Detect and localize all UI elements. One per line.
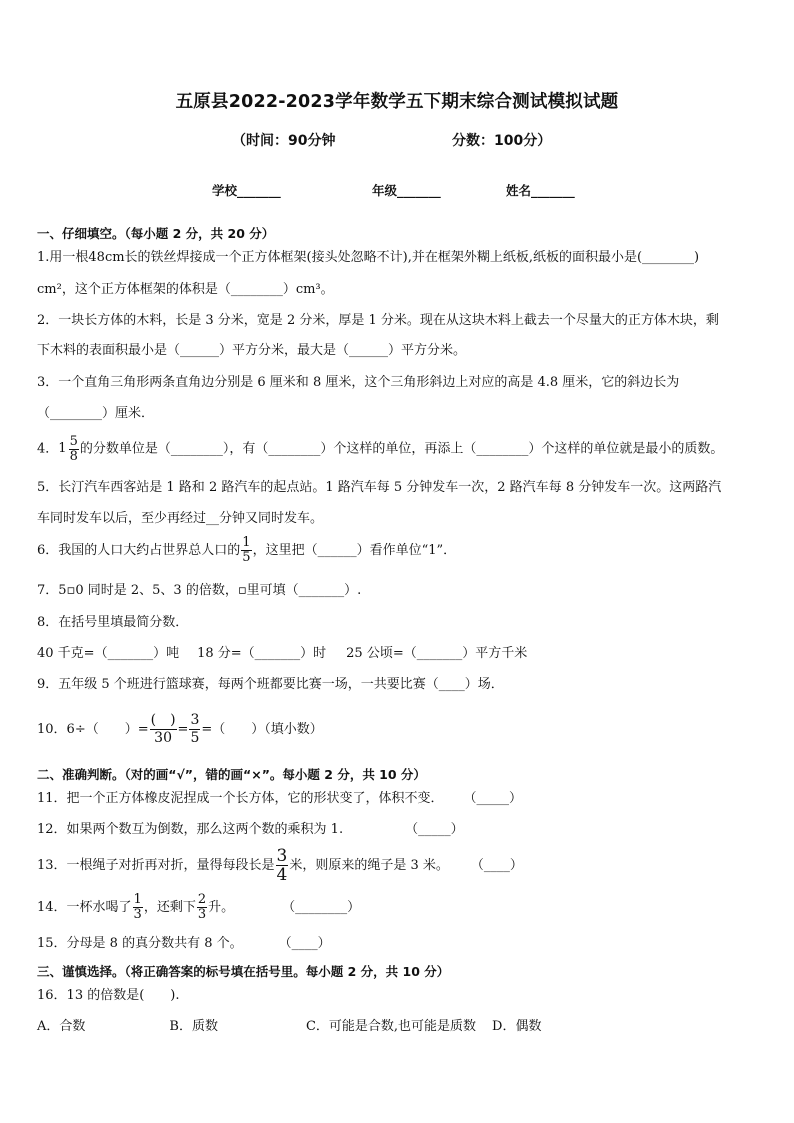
fraction-denominator: 4 xyxy=(276,865,288,885)
question-10 xyxy=(37,710,323,750)
fraction-numerator: 3 xyxy=(276,846,288,866)
question-13-text: 13．一根绳子对折再对折，量得每段长是 xyxy=(37,858,275,873)
question-1-line1: 1.用一根48cm长的铁丝焊接成一个正方体框架(接头处忽略不计),并在框架外糊上纸板,纸板的面积最小是(________) xyxy=(37,250,700,265)
question-10-text: 10．6÷（ ）= xyxy=(37,722,149,737)
question-6 xyxy=(37,534,456,568)
fraction-denominator: 3 xyxy=(197,907,207,922)
fraction xyxy=(276,847,289,884)
fraction xyxy=(69,435,79,464)
question-5-line2: 车同时发车以后，至少再经过__分钟又同时发车。 xyxy=(37,511,324,526)
question-3-line2: （________）厘米． xyxy=(37,406,155,421)
option-c: C．可能是合数,也可能是质数 xyxy=(305,1019,477,1034)
option-b: B．质数 xyxy=(169,1019,218,1034)
option-a: A．合数 xyxy=(37,1019,86,1034)
fraction-denominator: 30 xyxy=(154,730,172,746)
question-10-text-rest: =（ ）（填小数） xyxy=(201,722,323,737)
question-14 xyxy=(37,891,360,925)
question-14-text-mid: ，还剩下 xyxy=(143,900,196,915)
fraction xyxy=(150,712,177,747)
name-field: 姓名_______ xyxy=(506,183,575,198)
question-4 xyxy=(37,434,723,465)
answer-blank: （____） xyxy=(470,858,523,873)
mixed-whole: 1 xyxy=(58,441,67,456)
question-15 xyxy=(37,936,331,952)
question-12 xyxy=(37,822,464,838)
fraction xyxy=(197,893,207,922)
section2-heading: 二、准确判断。（对的画“√”，错的画“×”。每小题 2 分，共 10 分） xyxy=(37,767,426,782)
question-2-line1: 2．一块长方体的木料，长是 3 分米，宽是 2 分米，厚是 1 分米。现在从这块木料上截去一个尽量大的正方体木块，剩 xyxy=(37,313,719,328)
question-16-options xyxy=(37,1019,541,1035)
fraction-denominator: 3 xyxy=(133,907,142,922)
question-8-parts xyxy=(37,646,527,662)
fraction xyxy=(133,893,143,922)
question-1-line2: cm²，这个正方体框架的体积是（________）cm³。 xyxy=(37,282,334,297)
school-field: 学校_______ xyxy=(212,183,281,198)
time-limit: （时间：90分钟 xyxy=(232,133,336,149)
fraction-numerator: 1 xyxy=(242,535,251,550)
question-8a: 40 千克=（_______）吨 xyxy=(37,646,180,661)
section1-heading: 一、仔细填空。（每小题 2 分，共 20 分） xyxy=(37,226,275,241)
question-12-text: 12．如果两个数互为倒数，那么这两个数的乘积为 1. xyxy=(37,822,344,837)
fraction-denominator: 8 xyxy=(69,448,78,464)
fraction-numerator: 1 xyxy=(133,892,142,907)
fraction-numerator: ( ) xyxy=(150,712,176,728)
fraction-denominator: 5 xyxy=(190,730,200,746)
answer-blank: （____） xyxy=(278,936,331,951)
fraction-numerator: 2 xyxy=(197,892,207,907)
question-7: 7．5▫0 同时是 2、5、3 的倍数，▫里可填（_______）. xyxy=(37,583,362,598)
question-6-text-rest: ，这里把（______）看作单位“1”． xyxy=(252,543,457,558)
total-score: 分数：100分） xyxy=(452,133,552,149)
question-8: 8．在括号里填最简分数． xyxy=(37,615,189,630)
fraction-numerator: 3 xyxy=(190,712,200,728)
fraction xyxy=(189,712,200,747)
question-14-text-rest: 升。 xyxy=(208,900,235,915)
fraction-numerator: 5 xyxy=(69,433,78,449)
question-8b: 18 分=（_______）时 xyxy=(197,646,327,661)
question-11 xyxy=(37,791,522,807)
equals-sign: = xyxy=(177,722,189,737)
answer-blank: （________） xyxy=(282,900,361,915)
answer-blank: （_____） xyxy=(405,822,464,837)
question-6-text: 6．我国的人口大约占世界总人口的 xyxy=(37,543,241,558)
grade-field: 年级_______ xyxy=(372,183,441,198)
mixed-fraction xyxy=(58,434,80,464)
question-11-text: 11．把一个正方体橡皮泥捏成一个长方体，它的形状变了，体积不变． xyxy=(37,791,444,806)
answer-blank: （_____） xyxy=(463,791,523,806)
question-15-text: 15．分母是 8 的真分数共有 8 个。 xyxy=(37,936,243,951)
question-3-line1: 3．一个直角三角形两条直角边分别是 6 厘米和 8 厘米，这个三角形斜边上对应的高是 4.8 厘米，它的斜边长为 xyxy=(37,375,680,390)
fraction xyxy=(241,536,251,565)
question-9: 9．五年级 5 个班进行篮球赛，每两个班都要比赛一场，一共要比赛（____）场． xyxy=(37,677,504,692)
section3-heading: 三、谨慎选择。（将正确答案的标号填在括号里。每小题 2 分，共 10 分） xyxy=(37,964,450,979)
question-8c: 25 公顷=（_______）平方千米 xyxy=(346,646,528,661)
question-2-line2: 下木料的表面积最小是（______）平方分米，最大是（______）平方分米。 xyxy=(37,343,467,358)
question-14-text: 14．一杯水喝了 xyxy=(37,900,132,915)
question-4-text: 的分数单位是（________），有（________）个这样的单位，再添上（________）个这样的单位就是最小的质数。 xyxy=(79,441,724,457)
exam-title: 五原县2022-2023学年数学五下期末综合测试模拟试题 xyxy=(175,92,619,112)
question-4-number: 4． xyxy=(37,441,59,457)
fraction-denominator: 5 xyxy=(242,550,251,565)
question-13 xyxy=(37,846,523,886)
option-d: D．偶数 xyxy=(492,1019,542,1034)
question-16: 16．13 的倍数是( ). xyxy=(37,988,180,1003)
question-5-line1: 5．长汀汽车西客站是 1 路和 2 路汽车的起点站。1 路汽车每 5 分钟发车一次，2 路汽车每 8 分钟发车一次。这两路汽 xyxy=(37,480,722,495)
question-13-text-rest: 米，则原来的绳子是 3 米。 xyxy=(289,858,449,873)
